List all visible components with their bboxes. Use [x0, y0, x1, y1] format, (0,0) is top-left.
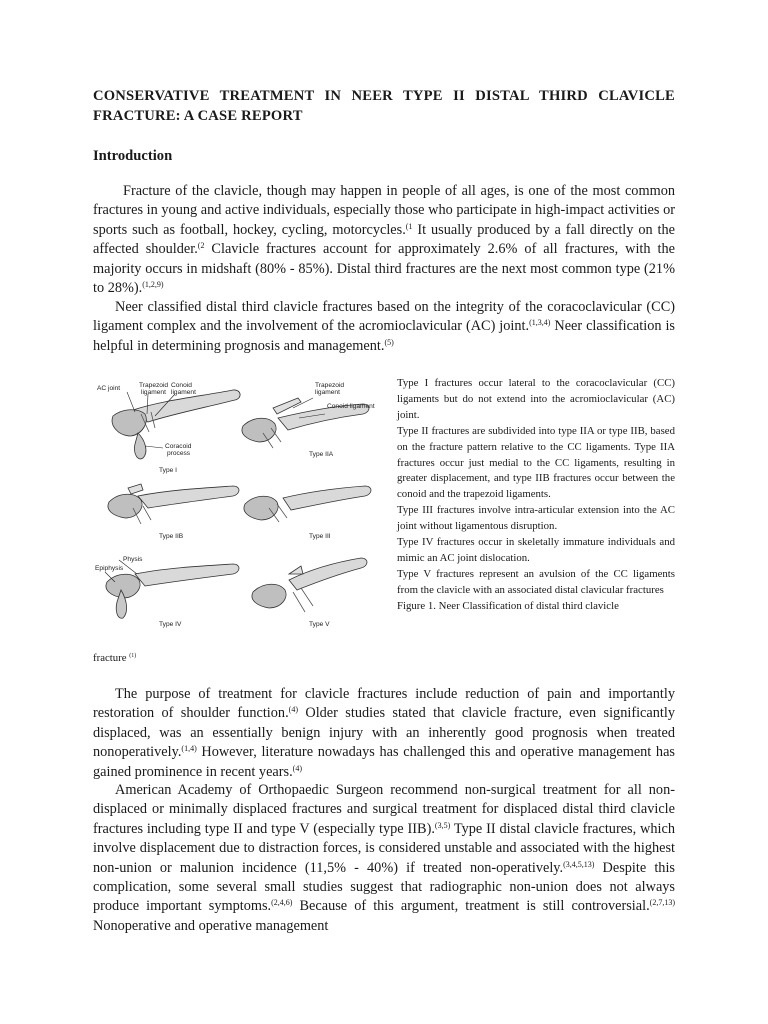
panel-label-type-iia: Type IIA [309, 451, 334, 458]
panel-label-type-iib: Type IIB [159, 533, 184, 540]
label-trapezoid-b2: ligament [315, 389, 340, 396]
paragraph-intro-2 [93, 298, 675, 356]
type-i-description: Type I fractures occur lateral to the coracoclavicular (CC) ligaments but do not extend into the acromioclavicular (AC) joint. [397, 377, 675, 421]
paragraph-intro-1 [93, 182, 675, 298]
figure-illustration [93, 378, 383, 646]
reference-superscript: (1) [129, 653, 137, 659]
paragraph-aaos-recommendation [93, 781, 675, 936]
caption-tail-text: fracture [93, 652, 127, 664]
figure-caption: Figure 1. Neer Classification of distal third clavicle [397, 599, 619, 612]
label-coracoid: Coracoid [165, 443, 192, 450]
reference-superscript: (2 [197, 241, 205, 251]
label-ac-joint: AC joint [97, 385, 121, 392]
introduction-heading: Introduction [93, 148, 173, 164]
reference-superscript: (1,2,9) [142, 280, 164, 290]
label-conoid-b: Conoid ligament [327, 403, 375, 410]
label-trapezoid-1: Trapezoid [139, 382, 169, 389]
panel-type-iib [108, 484, 239, 524]
type-v-description: Type V fractures represent an avulsion of the CC ligaments from the clavicle with an associated distal clavicular fractures [397, 567, 675, 596]
label-process: process [167, 450, 191, 457]
type-iv-description: Type IV fractures occur in skeletally immature individuals and mimic an AC joint dislocation. [397, 536, 675, 564]
panel-label-type-i: Type I [159, 467, 177, 474]
panel-label-type-iii: Type III [309, 533, 331, 540]
figure-description-column [397, 376, 675, 615]
reference-superscript: (1,3,4) [529, 318, 551, 328]
panel-label-type-v: Type V [309, 621, 330, 628]
label-ligament-1: ligament [141, 389, 166, 396]
label-ligament-2: ligament [171, 389, 196, 396]
text-span: The purpose of treatment for clavicle fractures include reduction of pain and importantly restoration of shoulder function. [93, 686, 675, 722]
panel-type-iv [105, 560, 239, 618]
panel-type-v [252, 558, 367, 612]
type-ii-description: Type II fractures are subdivided into type IIA or type IIB, based on the fracture pattern relative to the CC ligaments. Type IIA fractures occur just medial to the CC ligaments, resulting in greater displacement, and type IIB fractures occur between the conoid and the trapezoid ligaments. [397, 424, 675, 501]
figure-caption-tail [93, 651, 136, 666]
type-iii-description: Type III fractures involve intra-articular extension into the AC joint without ligamentous disruption. [397, 504, 675, 533]
text-span: Fracture of the clavicle, though may happen in people of all ages, is one of the most common fractures in young and active individuals, especially those who participate in high-impact activities or sports such as football, hockey, cycling, motorcycles. [93, 183, 675, 238]
reference-superscript: (5) [384, 337, 394, 347]
label-epiphysis: Epiphysis [95, 565, 124, 572]
text-span: Neer classification is helpful in determining prognosis and management. [93, 318, 675, 354]
text-span: It usually produced by a fall directly on the affected shoulder. [93, 221, 675, 258]
panel-type-iii [244, 486, 371, 522]
reference-superscript: (3,5) [434, 820, 451, 830]
reference-superscript: (3,4,5,13) [563, 859, 595, 869]
reference-superscript: (4) [292, 763, 302, 773]
text-span: However, literature nowadays has challenged this and operative management has gained prominence in recent years. [93, 744, 675, 780]
label-conoid-1: Conoid [171, 382, 192, 389]
reference-superscript: (2,4,6) [271, 898, 293, 908]
panel-label-type-iv: Type IV [159, 621, 182, 628]
text-span: Older studies stated that clavicle fracture, even significantly displaced, was an essentially benign injury with an inherently good prognosis when treated nonoperatively. [93, 705, 675, 761]
neer-classification-figure [93, 378, 383, 646]
reference-superscript: (1 [405, 221, 413, 231]
text-span: Neer classified distal third clavicle fractures based on the integrity of the coracoclavicular (CC) ligament complex and the involvement of the acromioclavicular (AC) joint. [93, 299, 675, 335]
text-span: Clavicle fractures account for approximately 2.6% of all fractures, with the majority occurs in midshaft (80% - 85%). Distal third fractures are the next most common type (21% to 28%). [93, 241, 675, 297]
label-physis: Physis [123, 556, 143, 563]
text-span: Despite this complication, some several small studies suggest that radiographic non-union does not always produce important symptoms. [93, 859, 675, 915]
reference-superscript: (2,7,13) [649, 898, 675, 908]
text-span: American Academy of Orthopaedic Surgeon recommend non-surgical treatment for all non-displaced or minimally displaced fractures and surgical treatment for displaced distal third clavicle fractures including type II and type V (especially type IIB). [93, 782, 675, 837]
article-title: CONSERVATIVE TREATMENT IN NEER TYPE II DISTAL THIRD CLAVICLE FRACTURE: A CASE REPORT [93, 88, 675, 124]
reference-superscript: (1,4) [181, 744, 197, 754]
text-span: Type II distal clavicle fractures, which involve displacement due to distraction forces, is considered unstable and associated with the highest non-union or malunion incidence (11,5% - 40%) if treated non-operatively. [93, 820, 675, 876]
text-span: Nonoperative and operative management [93, 917, 329, 934]
paragraph-treatment-purpose [93, 685, 675, 782]
text-span: Because of this argument, treatment is still controversial. [292, 898, 650, 915]
label-trapezoid-b1: Trapezoid [315, 382, 345, 389]
reference-superscript: (4) [288, 705, 298, 715]
